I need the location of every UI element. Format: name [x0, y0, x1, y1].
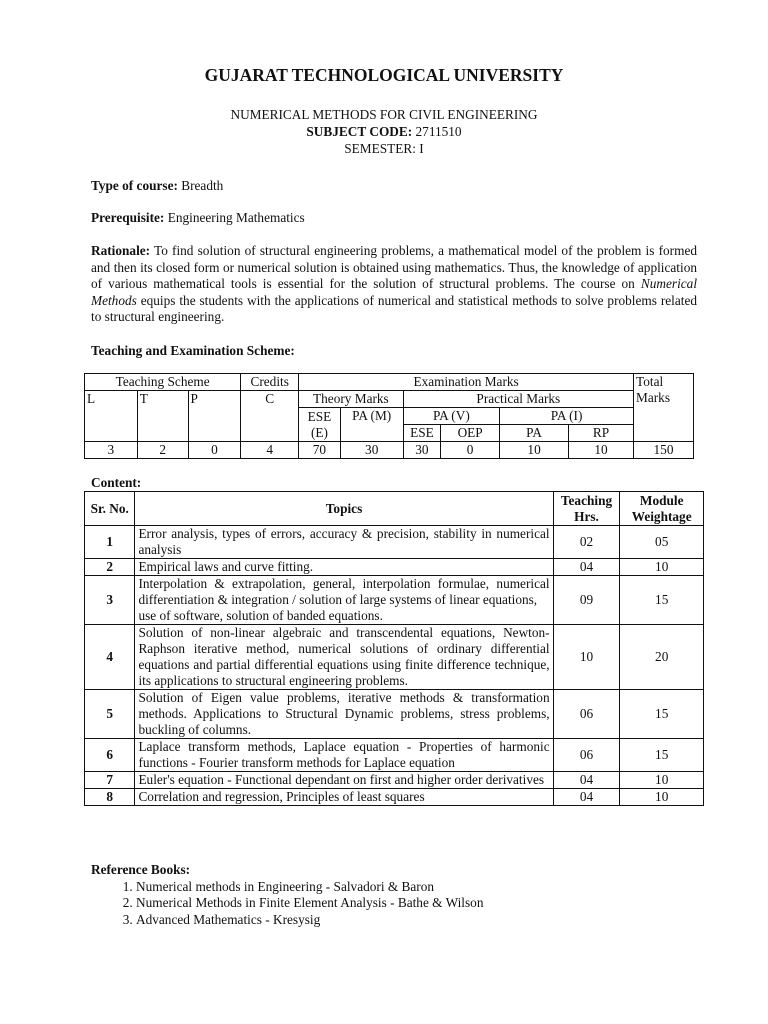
row-topic-part-2: use of software, solution of banded equations.	[138, 608, 383, 623]
pa-v-header: PA (V)	[403, 408, 499, 425]
list-item: 1. Numerical methods in Engineering - Salvadori & Baron	[136, 879, 691, 896]
university-title: GUJARAT TECHNOLOGICAL UNIVERSITY	[204, 65, 564, 85]
row-topic: Correlation and regression, Principles of least squares	[135, 789, 553, 806]
rationale-text-2: equips the students with the applications of numerical and statistical methods to solve problems related to structural engineering.	[91, 292, 697, 324]
content-heading-text: Content:	[91, 475, 142, 490]
table-row	[85, 625, 704, 690]
pa-i-header: PA (I)	[500, 408, 634, 425]
row-sr: 6	[85, 739, 135, 772]
course-type	[91, 178, 697, 195]
module-weightage-header: Module Weightage	[620, 492, 704, 526]
semester: SEMESTER: I	[344, 141, 424, 156]
row-weight: 10	[620, 559, 704, 576]
scheme-value: 10	[569, 442, 634, 459]
list-item: 3. Advanced Mathematics - Kresysig	[136, 912, 691, 929]
row-topic: Empirical laws and curve fitting.	[135, 559, 553, 576]
sr-no-header: Sr. No.	[85, 492, 135, 526]
scheme-value: 10	[500, 442, 569, 459]
row-weight: 10	[620, 772, 704, 789]
table-row	[85, 576, 704, 625]
row-topic: Error analysis, types of errors, accuracy & precision, stability in numerical analysis	[135, 526, 553, 559]
prerequisite-label: Prerequisite:	[91, 210, 165, 225]
row-hrs: 09	[553, 576, 620, 625]
pa-header: PA	[500, 425, 569, 442]
scheme-value: 70	[299, 442, 341, 459]
row-sr: 8	[85, 789, 135, 806]
row-sr: 1	[85, 526, 135, 559]
scheme-value: 30	[403, 442, 441, 459]
row-topic: Solution of Eigen value problems, iterative methods & transformation methods. Applications to Structural Dynamic problems, stress problems, buckling of columns.	[135, 690, 553, 739]
scheme-table	[84, 373, 694, 459]
prerequisite-value: Engineering Mathematics	[167, 210, 305, 225]
pa-m-header: PA (M)	[340, 408, 403, 442]
credit-c-header: C	[241, 391, 299, 442]
row-weight: 20	[620, 625, 704, 690]
row-hrs: 06	[553, 739, 620, 772]
credits-header: Credits	[241, 374, 299, 391]
rationale-label: Rationale:	[91, 243, 151, 258]
row-weight: 15	[620, 690, 704, 739]
subject-code	[0, 124, 768, 141]
row-sr: 4	[85, 625, 135, 690]
row-topic: Laplace transform methods, Laplace equation - Properties of harmonic functions - Fourier transform methods for Laplace equation	[135, 739, 553, 772]
row-hrs: 02	[553, 526, 620, 559]
rationale-text-1: To find solution of structural engineering problems, a mathematical model of the problem is formed and then its closed form or numerical solution is obtained using mathematics. Thus, the knowledge of application of various mathematical tools is essential for the solution of structural problems. The course on	[91, 243, 697, 291]
table-row	[85, 789, 704, 806]
scheme-value: 3	[85, 442, 138, 459]
row-weight: 15	[620, 739, 704, 772]
table-row	[85, 526, 704, 559]
reference-list	[91, 879, 691, 929]
rationale-italic: Numerical Methods	[91, 276, 698, 308]
reference-books-heading: Reference Books:	[91, 862, 191, 877]
lecture-header: L	[85, 391, 138, 442]
reference-books	[91, 862, 691, 928]
scheme-value: 150	[634, 442, 694, 459]
row-weight: 10	[620, 789, 704, 806]
course-type-label: Type of course:	[91, 178, 178, 193]
content-heading	[91, 475, 697, 492]
rp-header: RP	[569, 425, 634, 442]
rationale	[91, 243, 697, 326]
row-sr: 7	[85, 772, 135, 789]
scheme-value: 30	[340, 442, 403, 459]
exam-marks-header: Examination Marks	[299, 374, 634, 391]
practical-marks-header: Practical Marks	[403, 391, 633, 408]
table-row	[85, 690, 704, 739]
course-title: NUMERICAL METHODS FOR CIVIL ENGINEERING	[230, 107, 538, 122]
theory-marks-header: Theory Marks	[299, 391, 404, 408]
row-hrs: 10	[553, 625, 620, 690]
row-sr: 5	[85, 690, 135, 739]
row-hrs: 04	[553, 772, 620, 789]
practical-header: P	[188, 391, 241, 442]
ese-e-header: ESE (E)	[299, 408, 341, 442]
teaching-scheme-header: Teaching Scheme	[85, 374, 241, 391]
table-row	[85, 559, 704, 576]
row-topic-part-1: Interpolation & extrapolation, general, interpolation formulae, numerical differentiation & integration / solution of large systems of linear equations,	[138, 576, 550, 607]
row-weight: 05	[620, 526, 704, 559]
scheme-value: 4	[241, 442, 299, 459]
row-hrs: 04	[553, 559, 620, 576]
scheme-value: 0	[441, 442, 500, 459]
subject-code-value: 2711510	[415, 124, 462, 139]
table-row	[85, 772, 704, 789]
row-topic: Euler's equation - Functional dependant on first and higher order derivatives	[135, 772, 553, 789]
ese-header: ESE	[403, 425, 441, 442]
row-hrs: 06	[553, 690, 620, 739]
scheme-value: 2	[137, 442, 188, 459]
content-table	[84, 491, 704, 806]
topics-header: Topics	[135, 492, 553, 526]
list-item: 2. Numerical Methods in Finite Element Analysis - Bathe & Wilson	[136, 895, 691, 912]
total-marks-header: Total Marks	[634, 374, 694, 442]
row-sr: 2	[85, 559, 135, 576]
scheme-heading-text: Teaching and Examination Scheme:	[91, 343, 295, 358]
scheme-value: 0	[188, 442, 241, 459]
row-sr: 3	[85, 576, 135, 625]
row-topic: Solution of non-linear algebraic and transcendental equations, Newton-Raphson iterative method, numerical solutions of ordinary differential equations and partial differential equations using finite difference technique, its applications to structural engineering problems.	[135, 625, 553, 690]
row-topic	[135, 576, 553, 625]
row-hrs: 04	[553, 789, 620, 806]
teaching-hrs-header: Teaching Hrs.	[553, 492, 620, 526]
table-row	[85, 739, 704, 772]
tutorial-header: T	[137, 391, 188, 442]
prerequisite	[91, 210, 697, 227]
oep-header: OEP	[441, 425, 500, 442]
course-type-value: Breadth	[181, 178, 224, 193]
row-weight: 15	[620, 576, 704, 625]
subject-code-label: SUBJECT CODE:	[306, 124, 413, 139]
scheme-heading	[91, 343, 697, 360]
